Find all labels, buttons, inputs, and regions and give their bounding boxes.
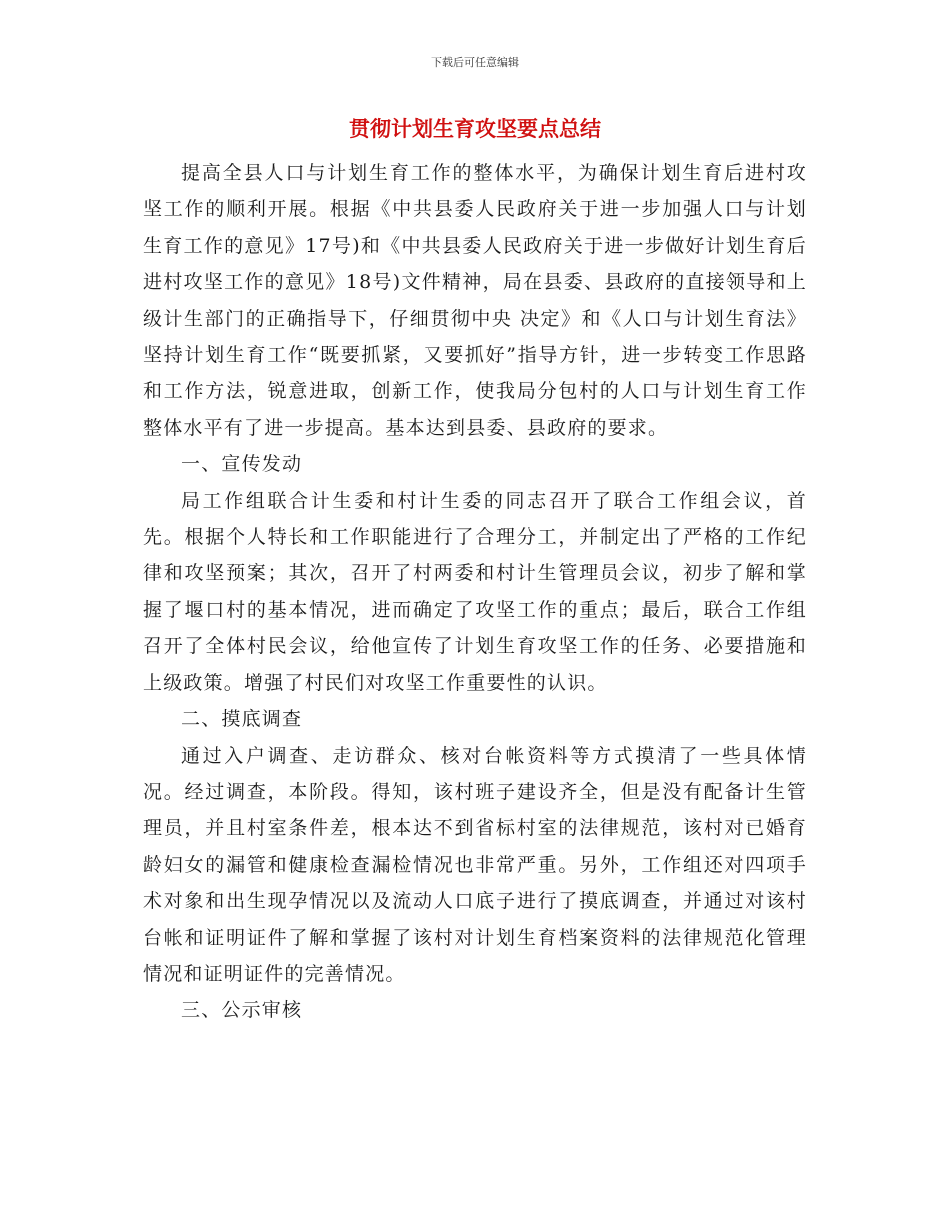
document-title: 贯彻计划生育攻坚要点总结 [349, 117, 601, 141]
header-note: 下载后可任意编辑 [431, 56, 519, 69]
section-heading-survey: 二、摸底调查 [181, 708, 303, 731]
survey-paragraph: 通过入户调查、走访群众、核对台帐资料等方式摸清了一些具体情况。经过调查，本阶段。得知，该村班子建设齐全，但是没有配备计生管理员，并且村室条件差，根本达不到省标村室的法律规范，该村对已婚育龄妇女的漏管和健康检查漏检情况也非常严重。另外，工作组还对四项手术对象和出生现孕情况以及流动人口底子进行了摸底调查，并通过对该村台帐和证明证件了解和掌握了该村对计划生育档案资料的法律规范化管理情况和证明证件的完善情况。 [143, 744, 807, 985]
document-body [143, 155, 807, 1029]
section-heading-publicity: 一、宣传发动 [181, 453, 303, 476]
publicity-paragraph: 局工作组联合计生委和村计生委的同志召开了联合工作组会议，首先。根据个人特长和工作职能进行了合理分工，并制定出了严格的工作纪律和攻坚预案；其次，召开了村两委和村计生管理员会议，初步了解和掌握了堰口村的基本情况，进而确定了攻坚工作的重点；最后，联合工作组召开了全体村民会议，给他宣传了计划生育攻坚工作的任务、必要措施和上级政策。增强了村民们对攻坚工作重要性的认识。 [143, 489, 807, 694]
section-heading-review: 三、公示审核 [181, 999, 303, 1022]
intro-paragraph: 提高全县人口与计划生育工作的整体水平，为确保计划生育后进村攻坚工作的顺利开展。根据《中共县委人民政府关于进一步加强人口与计划生育工作的意见》17号)和《中共县委人民政府关于进一步做好计划生育后进村攻坚工作的意见》18号)文件精神，局在县委、县政府的直接领导和上级计生部门的正确指导下，仔细贯彻中央 决定》和《人口与计划生育法》坚持计划生育工作“既要抓紧，又要抓好”指导方针，进一步转变工作思路和工作方法，锐意进取，创新工作，使我局分包村的人口与计划生育工作整体水平有了进一步提高。基本达到县委、县政府的要求。 [143, 162, 807, 439]
